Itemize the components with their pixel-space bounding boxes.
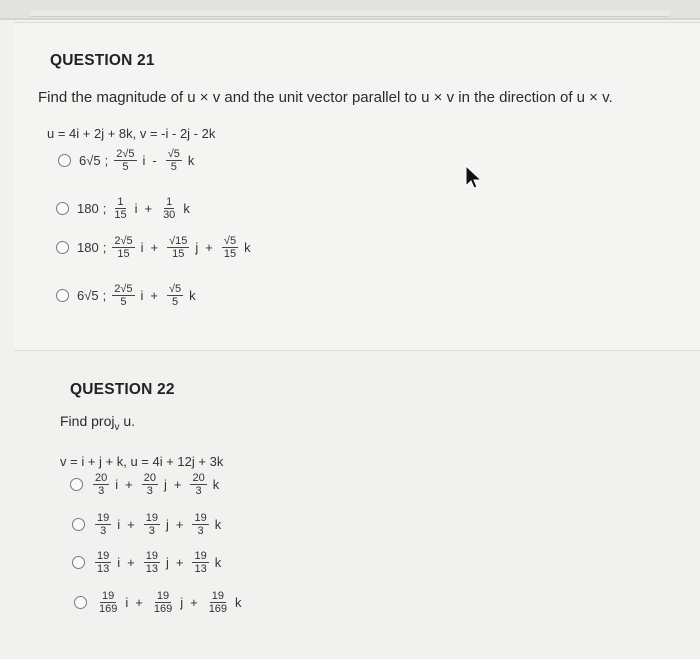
question-22-prompt (60, 413, 135, 433)
unit-vector-symbol: i (140, 288, 144, 303)
fraction-denominator: 5 (170, 161, 177, 173)
magnitude-value: 180 (77, 201, 99, 216)
unit-vector-symbol: k (214, 555, 222, 570)
fraction-denominator: 169 (208, 603, 228, 615)
unit-vector-symbol: k (214, 517, 222, 532)
operator: - (152, 153, 157, 168)
operator: + (144, 201, 153, 216)
unit-vector-symbol: j (180, 595, 184, 610)
fraction (192, 550, 208, 575)
q21-choice-1[interactable] (58, 148, 194, 173)
fraction-denominator: 3 (100, 525, 107, 537)
fraction-numerator: 19 (102, 590, 115, 602)
fraction (144, 550, 160, 575)
fraction-numerator: 2√5 (116, 148, 135, 160)
fraction-denominator: 13 (194, 563, 207, 575)
fraction (167, 235, 189, 260)
unit-vector-symbol: k (212, 477, 220, 492)
radio-button[interactable] (72, 518, 85, 531)
unit-vector-symbol: i (125, 595, 129, 610)
operator: + (175, 517, 184, 532)
unit-vector-symbol: i (142, 153, 146, 168)
fraction-denominator: 13 (145, 563, 158, 575)
fraction-numerator: 1 (117, 196, 124, 208)
previous-question-strip (30, 10, 670, 17)
fraction (114, 148, 136, 173)
fraction-numerator: 20 (95, 472, 108, 484)
q22-choice-4[interactable] (74, 590, 242, 615)
fraction (190, 472, 206, 497)
fraction-numerator: 19 (145, 550, 158, 562)
fraction (97, 590, 119, 615)
fraction-denominator: 3 (197, 525, 204, 537)
fraction-denominator: 15 (172, 248, 185, 260)
unit-vector-symbol: i (115, 477, 119, 492)
fraction (95, 550, 111, 575)
operator: + (205, 240, 213, 255)
magnitude-separator: ; (102, 240, 107, 255)
operator: + (175, 555, 184, 570)
operator: + (150, 288, 158, 303)
fraction-numerator: 19 (211, 590, 224, 602)
fraction (112, 196, 128, 221)
fraction-denominator: 3 (146, 485, 153, 497)
fraction-denominator: 15 (223, 248, 237, 260)
operator: + (150, 240, 159, 255)
operator: + (135, 595, 143, 610)
fraction (207, 590, 229, 615)
fraction-denominator: 5 (122, 161, 129, 173)
fraction-numerator: 19 (97, 550, 110, 562)
fraction (166, 148, 182, 173)
magnitude-separator: ; (102, 288, 107, 303)
magnitude-separator: ; (102, 201, 107, 216)
question-22-given: v = i + j + k, u = 4i + 12j + 3k (60, 454, 224, 469)
fraction-numerator: √15 (169, 235, 188, 247)
fraction (93, 472, 109, 497)
question-divider (14, 350, 700, 351)
fraction-denominator: 3 (195, 485, 202, 497)
fraction (192, 512, 208, 537)
q21-choice-2[interactable] (56, 196, 190, 221)
fraction-denominator: 3 (98, 485, 105, 497)
q21-choice-4[interactable] (56, 283, 196, 308)
fraction-denominator: 5 (120, 296, 127, 308)
fraction-numerator: 1 (166, 196, 173, 208)
unit-vector-symbol: j (195, 240, 199, 255)
fraction-denominator: 15 (117, 248, 130, 260)
unit-vector-symbol: i (140, 240, 144, 255)
fraction (222, 235, 238, 260)
fraction (95, 512, 111, 537)
magnitude-value: 6√5 (77, 288, 99, 303)
fraction-denominator: 30 (163, 209, 176, 221)
magnitude-separator: ; (104, 153, 109, 168)
radio-button[interactable] (56, 289, 69, 302)
unit-vector-symbol: j (165, 517, 169, 532)
unit-vector-symbol: k (189, 288, 196, 303)
radio-button[interactable] (70, 478, 83, 491)
fraction-numerator: 2√5 (114, 283, 133, 295)
unit-vector-symbol: k (187, 153, 195, 168)
fraction (112, 235, 134, 260)
radio-button[interactable] (74, 596, 87, 609)
fraction (112, 283, 134, 308)
top-divider (0, 18, 700, 20)
operator: + (125, 477, 133, 492)
q22-choice-2[interactable] (72, 512, 221, 537)
fraction-numerator: √5 (223, 235, 237, 247)
fraction-numerator: 20 (192, 472, 205, 484)
radio-button[interactable] (72, 556, 85, 569)
q22-choice-3[interactable] (72, 550, 221, 575)
question-21-prompt: Find the magnitude of u × v and the unit vector parallel to u × v in the direction of u × v. (38, 89, 613, 106)
fraction (167, 283, 183, 308)
magnitude-value: 180 (77, 240, 99, 255)
fraction-numerator: 19 (194, 550, 207, 562)
fraction-numerator: √5 (169, 283, 182, 295)
unit-vector-symbol: i (117, 517, 121, 532)
unit-vector-symbol: i (117, 555, 121, 570)
question-22-prompt-end: u. (119, 413, 136, 429)
fraction-denominator: 169 (153, 603, 173, 615)
fraction-numerator: 19 (194, 512, 207, 524)
question-21-given: u = 4i + 2j + 8k, v = -i - 2j - 2k (47, 126, 216, 141)
unit-vector-symbol: k (244, 240, 251, 255)
unit-vector-symbol: k (183, 201, 190, 216)
fraction (161, 196, 177, 221)
q22-choice-1[interactable] (70, 472, 219, 497)
unit-vector-symbol: j (165, 555, 169, 570)
question-22-prompt-text: Find proj (60, 413, 115, 429)
fraction-denominator: 169 (99, 603, 118, 615)
fraction-numerator: √5 (167, 148, 180, 160)
operator: + (173, 477, 182, 492)
unit-vector-symbol: i (134, 201, 138, 216)
fraction (144, 512, 160, 537)
operator: + (127, 517, 135, 532)
operator: + (190, 595, 198, 610)
fraction-denominator: 15 (114, 209, 127, 221)
radio-button[interactable] (56, 202, 69, 215)
fraction (142, 472, 158, 497)
q21-choice-3[interactable] (56, 235, 251, 260)
unit-vector-symbol: k (235, 595, 242, 610)
radio-button[interactable] (58, 154, 71, 167)
question-21-title: QUESTION 21 (50, 52, 155, 69)
fraction-numerator: 20 (143, 472, 156, 484)
fraction (152, 590, 174, 615)
fraction-numerator: 19 (97, 512, 110, 524)
unit-vector-symbol: j (163, 477, 167, 492)
fraction-numerator: 19 (156, 590, 170, 602)
fraction-numerator: 2√5 (114, 235, 133, 247)
question-22-title: QUESTION 22 (70, 381, 175, 398)
fraction-denominator: 3 (148, 525, 155, 537)
magnitude-value: 6√5 (79, 153, 101, 168)
fraction-denominator: 13 (97, 563, 110, 575)
operator: + (127, 555, 135, 570)
question-22-prompt-subscript: v (114, 421, 120, 433)
mouse-cursor-icon (462, 164, 484, 190)
radio-button[interactable] (56, 241, 69, 254)
fraction-denominator: 5 (172, 296, 179, 308)
fraction-numerator: 19 (145, 512, 158, 524)
